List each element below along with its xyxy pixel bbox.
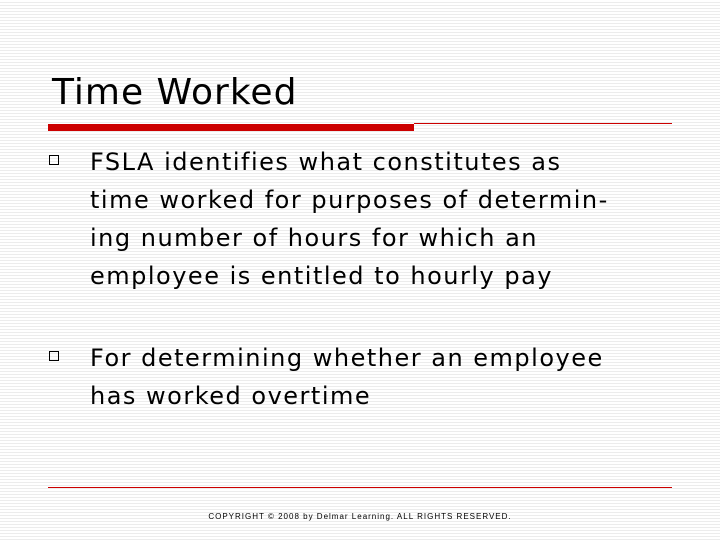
bullet-line: time worked for purposes of determin- bbox=[90, 186, 609, 214]
bullet-line: For determining whether an employee bbox=[90, 344, 604, 372]
bullet-line: employee is entitled to hourly pay bbox=[90, 262, 553, 290]
bullet-marker-icon bbox=[49, 351, 59, 361]
bullet-marker-icon bbox=[49, 155, 59, 165]
bullet-line: ing number of hours for which an bbox=[90, 224, 538, 252]
copyright-notice: COPYRIGHT © 2008 by Delmar Learning. ALL RIGHTS RESERVED. bbox=[208, 512, 512, 521]
bullet-text bbox=[90, 143, 690, 295]
bullet-line: FSLA identifies what constitutes as bbox=[90, 148, 562, 176]
slide-title: Time Worked bbox=[52, 72, 298, 113]
footer-divider bbox=[48, 487, 672, 488]
title-underline-thin bbox=[414, 123, 672, 124]
bullet-line: has worked overtime bbox=[90, 382, 372, 410]
bullet-text bbox=[90, 339, 690, 415]
title-underline-thick bbox=[48, 124, 414, 131]
